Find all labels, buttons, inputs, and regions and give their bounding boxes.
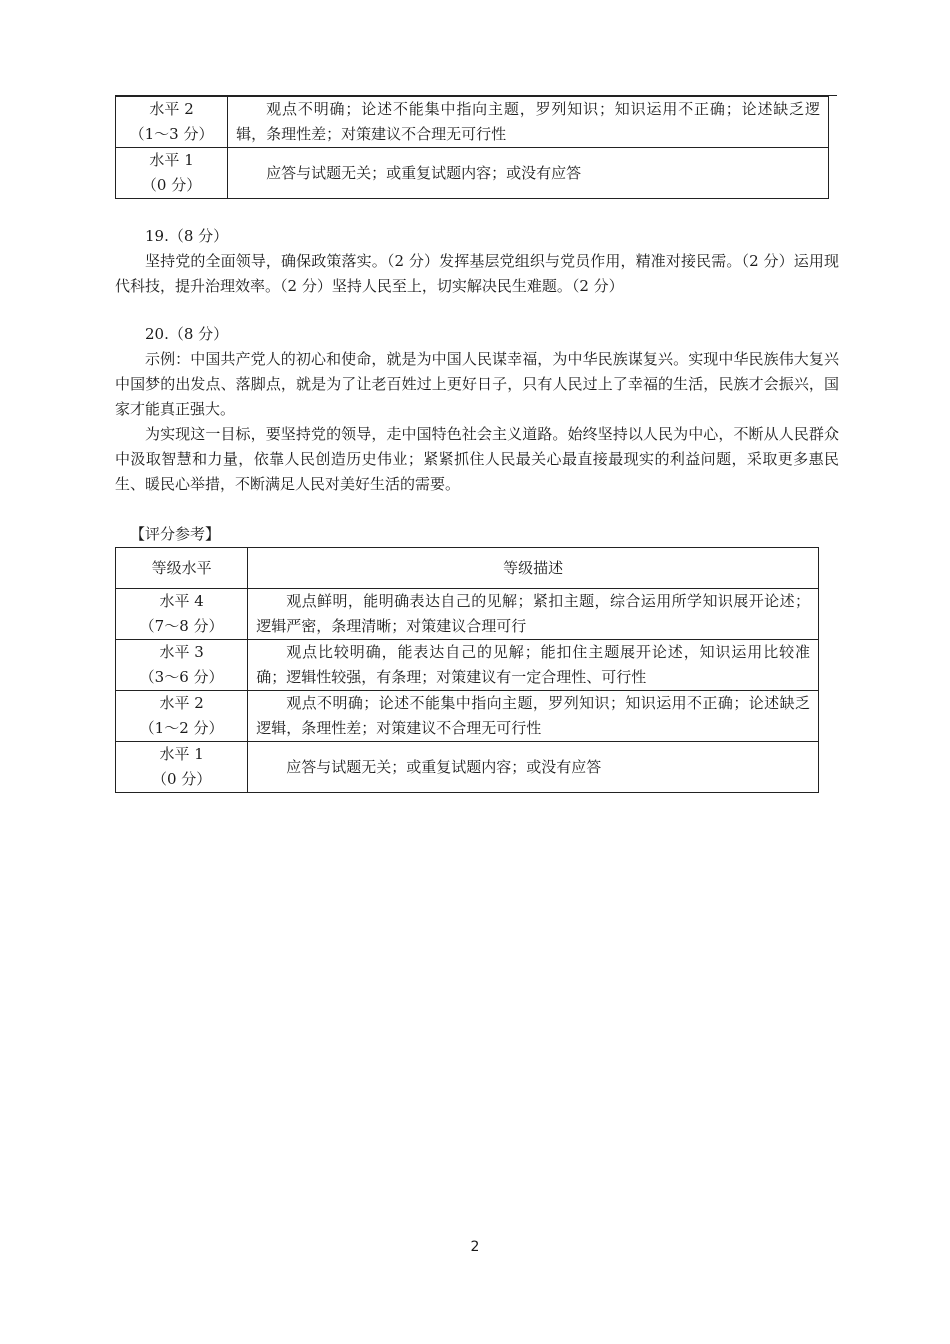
description-cell: [248, 691, 819, 742]
table-row: [116, 742, 819, 793]
header-level: 等级水平: [116, 548, 248, 589]
question-title: 20.（8 分）: [145, 325, 229, 343]
table-row: [116, 148, 829, 199]
level-description: 观点不明确；论述不能集中指向主题，罗列知识；知识运用不正确；论述缺乏逻辑，条理性差；对策建议不合理无可行性: [256, 694, 810, 737]
level-description: 观点不明确；论述不能集中指向主题，罗列知识；知识运用不正确；论述缺乏逻辑，条理性差；对策建议不合理无可行性: [236, 100, 820, 143]
table-row: [116, 589, 819, 640]
level-range: （1～2 分）: [139, 719, 224, 737]
question-title: 19.（8 分）: [145, 227, 229, 245]
question-19-answer: [115, 224, 839, 299]
level-name: 水平 4: [159, 592, 204, 610]
description-cell: [248, 589, 819, 640]
level-cell: [116, 589, 248, 640]
level-name: 水平 2: [149, 100, 194, 118]
description-cell: [248, 742, 819, 793]
level-cell: [116, 691, 248, 742]
description-cell: [248, 640, 819, 691]
table-row: [116, 97, 829, 148]
level-range: （1～3 分）: [129, 125, 214, 143]
level-name: 水平 1: [159, 745, 204, 763]
answer-text: 坚持党的全面领导，确保政策落实。（2 分）发挥基层党组织与党员作用，精准对接民需。（2 分）运用现代科技，提升治理效率。（2 分）坚持人民至上，切实解决民生难题。（2 分）: [115, 252, 839, 295]
level-name: 水平 1: [149, 151, 194, 169]
question-20-answer: [115, 322, 839, 497]
level-cell: [116, 640, 248, 691]
header-description: 等级描述: [248, 548, 819, 589]
continued-rubric-table: [115, 96, 829, 199]
level-description: 观点比较明确，能表达自己的见解；能扣住主题展开论述，知识运用比较准确；逻辑性较强，有条理；对策建议有一定合理性、可行性: [256, 643, 810, 686]
level-range: （7～8 分）: [139, 617, 224, 635]
level-range: （0 分）: [151, 770, 212, 788]
level-description: 观点鲜明，能明确表达自己的见解；紧扣主题，综合运用所学知识展开论述；逻辑严密，条理清晰；对策建议合理可行: [256, 592, 810, 635]
answer-paragraph-2: 为实现这一目标，要坚持党的领导，走中国特色社会主义道路。始终坚持以人民为中心，不断从人民群众中汲取智慧和力量，依靠人民创造历史伟业；紧紧抓住人民最关心最直接最现实的利益问题，采取更多惠民生、暖民心举措，不断满足人民对美好生活的需要。: [115, 425, 839, 493]
level-name: 水平 3: [159, 643, 204, 661]
level-range: （0 分）: [141, 176, 202, 194]
table-row: [116, 640, 819, 691]
level-description: 应答与试题无关；或重复试题内容；或没有应答: [266, 163, 582, 182]
page-number: 2: [470, 1239, 480, 1255]
description-cell: [228, 97, 829, 148]
level-cell: [116, 148, 228, 199]
level-description: 应答与试题无关；或重复试题内容；或没有应答: [286, 757, 602, 776]
table-header-row: [116, 548, 819, 589]
table-row: [116, 691, 819, 742]
level-cell: [116, 742, 248, 793]
level-name: 水平 2: [159, 694, 204, 712]
description-cell: [228, 148, 829, 199]
scoring-rubric-table: [115, 547, 819, 793]
scoring-reference-label: 【评分参考】: [130, 525, 221, 543]
level-cell: [116, 97, 228, 148]
answer-paragraph-1: 示例：中国共产党人的初心和使命，就是为中国人民谋幸福，为中华民族谋复兴。实现中华民族伟大复兴中国梦的出发点、落脚点，就是为了让老百姓过上更好日子，只有人民过上了幸福的生活，民族才会振兴，国家才能真正强大。: [115, 350, 839, 418]
level-range: （3～6 分）: [139, 668, 224, 686]
